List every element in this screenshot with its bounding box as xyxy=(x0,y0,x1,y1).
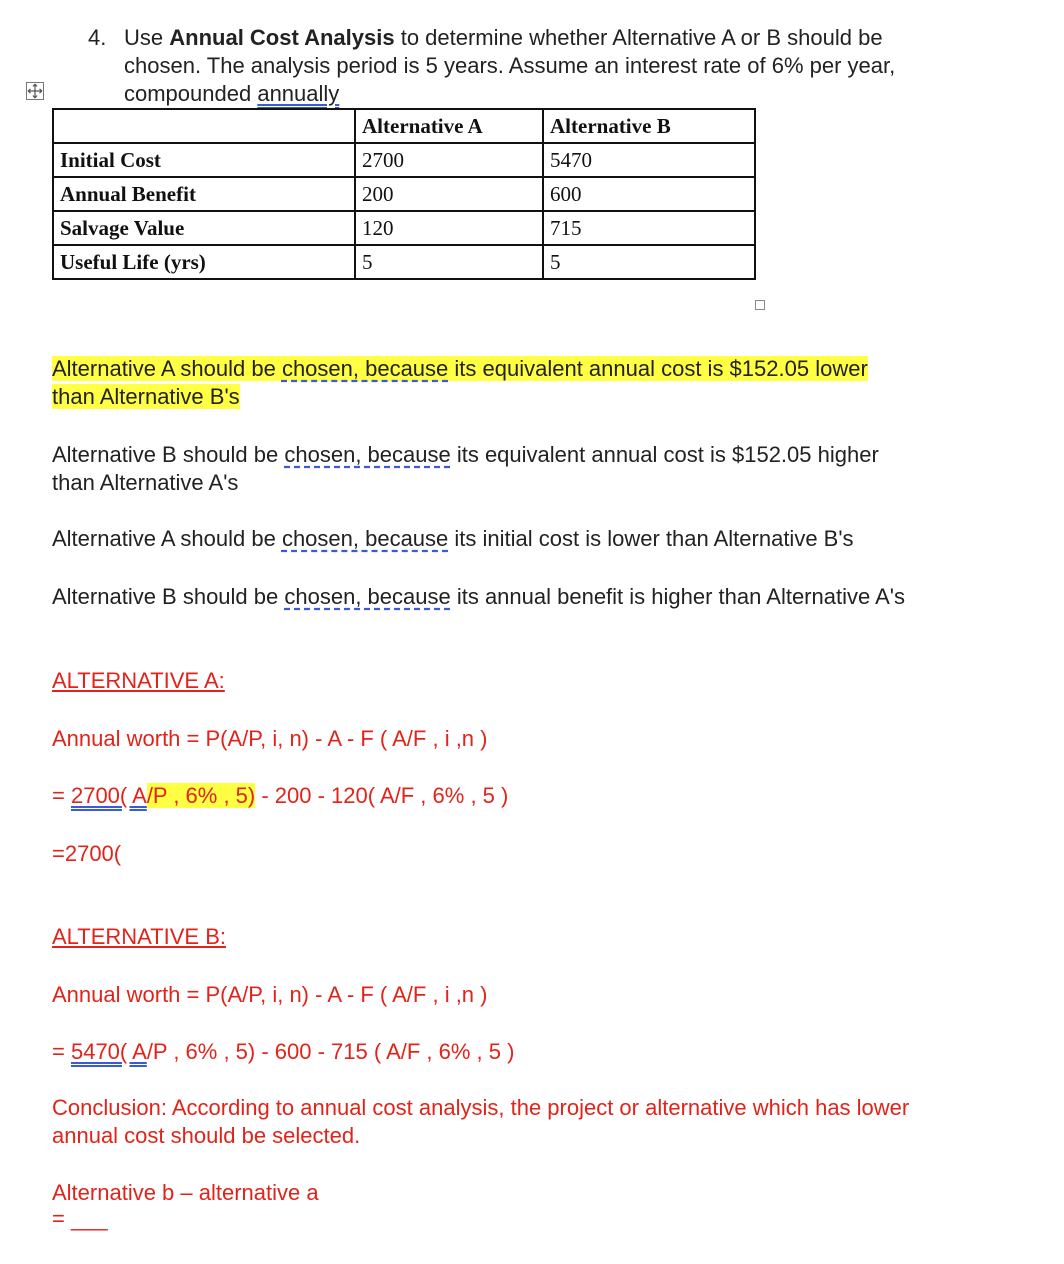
table-move-handle-icon[interactable] xyxy=(26,82,44,100)
row-label-useful-life: Useful Life (yrs) xyxy=(53,245,355,279)
cell-alt-b-initial-cost: 5470 xyxy=(543,143,755,177)
option-1-line-1 xyxy=(52,356,868,381)
alt-b-computation-eq: = xyxy=(52,1039,71,1064)
alt-b-formula xyxy=(52,981,487,1009)
alternatives-table xyxy=(52,108,756,280)
table-header-row xyxy=(53,109,755,143)
conclusion-line-1: Conclusion: According to annual cost analysis, the project or alternative which has lower xyxy=(52,1095,910,1120)
option-4-post: its annual benefit is higher than Alternative A's xyxy=(450,584,905,609)
option-1-post: its equivalent annual cost is $152.05 lower xyxy=(448,356,868,381)
conclusion-line-2: annual cost should be selected. xyxy=(52,1123,361,1148)
option-4-link: chosen, because xyxy=(284,584,451,609)
option-4-pre: Alternative B should be xyxy=(52,584,285,609)
option-1-line-2: than Alternative B's xyxy=(52,384,240,409)
alt-b-computation-underlined: 5470( A xyxy=(70,1039,147,1064)
option-2-line-2: than Alternative A's xyxy=(52,470,239,495)
cell-alt-b-annual-benefit: 600 xyxy=(543,177,755,211)
option-1-line-2-wrap xyxy=(52,383,240,411)
table-header-alt-a: Alternative A xyxy=(355,109,543,143)
option-a-initial-cost[interactable] xyxy=(52,525,854,553)
alt-b-computation-rest: /P , 6% , 5) - 600 - 715 ( A/F , 6% , 5 ) xyxy=(146,1039,515,1064)
alt-a-heading: ALTERNATIVE A: xyxy=(52,668,225,693)
option-b-higher-cost[interactable] xyxy=(52,441,879,469)
cell-alt-a-initial-cost: 2700 xyxy=(355,143,543,177)
alt-a-computation-rest: - 200 - 120( A/F , 6% , 5 ) xyxy=(255,783,509,808)
difference-line: Alternative b – alternative a xyxy=(52,1180,319,1205)
question-bold-term: Annual Cost Analysis xyxy=(169,25,395,50)
table-header-alt-b: Alternative B xyxy=(543,109,755,143)
alt-b-formula-rest: P(A/P, i, n) - A - F ( A/F , i ,n ) xyxy=(205,982,488,1007)
option-a-lower-cost[interactable] xyxy=(52,355,868,383)
alt-b-computation xyxy=(52,1038,514,1066)
option-3-post: its initial cost is lower than Alternative B's xyxy=(448,526,854,551)
option-2-post: its equivalent annual cost is $152.05 higher xyxy=(450,442,879,467)
question-underlined-word: annually xyxy=(257,81,340,106)
row-label-annual-benefit: Annual Benefit xyxy=(53,177,355,211)
table-row xyxy=(53,143,755,177)
alt-b-heading: ALTERNATIVE B: xyxy=(52,924,227,949)
option-1-pre: Alternative A should be xyxy=(52,356,282,381)
table-row xyxy=(53,245,755,279)
alt-a-computation-highlight: /P , 6% , 5) xyxy=(146,783,256,808)
alt-a-formula-eq: Annual worth = xyxy=(52,726,206,751)
option-3-link: chosen, because xyxy=(281,526,449,551)
alt-a-computation-underlined: 2700( A xyxy=(70,783,147,808)
option-2-link: chosen, because xyxy=(284,442,451,467)
option-1-link: chosen, because xyxy=(281,356,449,381)
question-line-3 xyxy=(124,80,339,108)
question-line-1-pre: Use xyxy=(124,25,170,50)
question-line-1-post: to determine whether Alternative A or B should be xyxy=(394,25,883,50)
option-3-pre: Alternative A should be xyxy=(52,526,282,551)
question-line-1 xyxy=(124,24,883,52)
table-row xyxy=(53,177,755,211)
option-b-annual-benefit[interactable] xyxy=(52,583,905,611)
question-number: 4. xyxy=(88,25,107,50)
cell-alt-a-salvage-value: 120 xyxy=(355,211,543,245)
alt-a-formula-rest: P(A/P, i, n) - A - F ( A/F , i ,n ) xyxy=(205,726,488,751)
question-line-3-pre: compounded xyxy=(124,81,258,106)
option-2-pre: Alternative B should be xyxy=(52,442,285,467)
alt-a-partial: =2700( xyxy=(52,841,122,866)
row-label-salvage-value: Salvage Value xyxy=(53,211,355,245)
table-resize-handle-icon[interactable] xyxy=(755,300,765,310)
cell-alt-a-annual-benefit: 200 xyxy=(355,177,543,211)
question-line-2: chosen. The analysis period is 5 years. Assume an interest rate of 6% per year, xyxy=(124,53,896,78)
cell-alt-a-useful-life: 5 xyxy=(355,245,543,279)
alt-a-formula xyxy=(52,725,487,753)
cell-alt-b-useful-life: 5 xyxy=(543,245,755,279)
difference-equals: = ___ xyxy=(52,1206,108,1231)
alt-a-computation xyxy=(52,782,508,810)
cell-alt-b-salvage-value: 715 xyxy=(543,211,755,245)
alt-b-formula-eq: Annual worth = xyxy=(52,982,206,1007)
row-label-initial-cost: Initial Cost xyxy=(53,143,355,177)
table-header-empty xyxy=(53,109,355,143)
table-row xyxy=(53,211,755,245)
alt-a-computation-eq: = xyxy=(52,783,71,808)
